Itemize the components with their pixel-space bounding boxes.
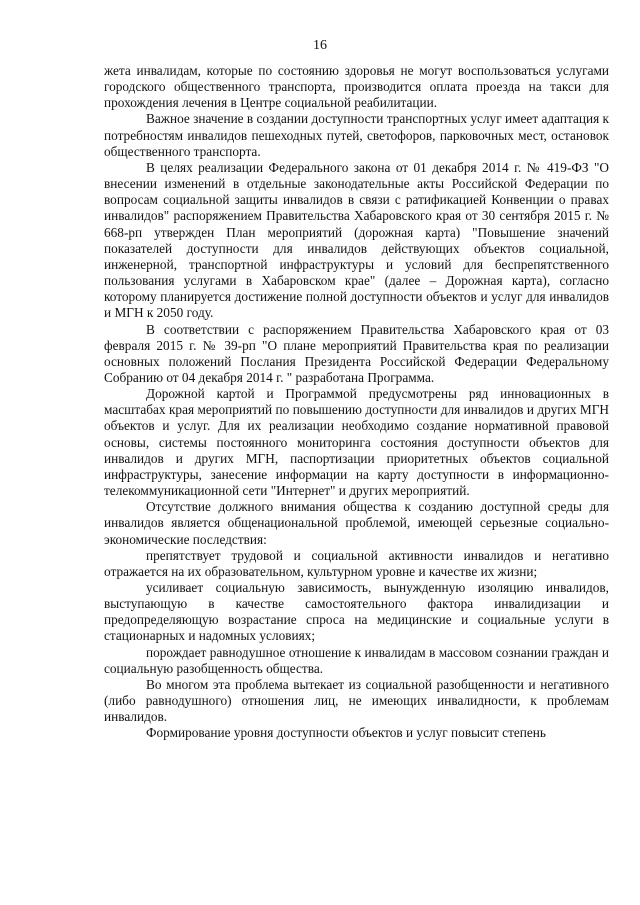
- page-number: 16: [313, 38, 327, 53]
- list-item-dependency: усиливает социальную зависимость, вынужденную изоляцию инвалидов, выступающую в качестве самостоятельного фактора инвалидизации и предопределяющую возрастание спроса на медицинские и социальные услуги в стационарных и надомных условиях;: [104, 580, 609, 644]
- paragraph-government-order: В соответствии с распоряжением Правительства Хабаровского края от 03 февраля 2015 г. № 39-рп "О плане мероприятий Правительства края по реализации основных положений Послания Президента Российской Федерации Федеральному Собранию от 04 декабря 2014 г. " разработана Программа.: [104, 321, 609, 385]
- paragraph-roadmap-measures: Дорожной картой и Программой предусмотрены ряд инновационных в масштабах края мероприятий по повышению доступности для инвалидов и других МГН объектов и услуг. Для их реализации необходимо создание нормативной правовой основы, системы постоянного мониторинга состояния доступности объектов для инвалидов и других МГН, паспортизации приоритетных объектов социальной инфраструктуры, занесение информации на карту доступности в информационно-телекоммуникационной сети "Интернет" и других мероприятий.: [104, 386, 609, 499]
- paragraph-consequences-intro: Отсутствие должного внимания общества к созданию доступной среды для инвалидов является общенациональной проблемой, имеющей серьезные социально-экономические последствия:: [104, 499, 609, 547]
- list-item-indifference: порождает равнодушное отношение к инвалидам в массовом сознании граждан и социальную разобщенность общества.: [104, 644, 609, 676]
- paragraph-disunity: Во многом эта проблема вытекает из социальной разобщенности и негативного (либо равнодушного) отношения лиц, не имеющих инвалидности, к проблемам инвалидов.: [104, 676, 609, 725]
- paragraph-continuation: жета инвалидам, которые по состоянию здоровья не могут воспользоваться услугами городского общественного транспорта, производится оплата проезда на такси для прохождения лечения в Центре социальной реабилитации.: [104, 63, 609, 111]
- paragraph-federal-law: В целях реализации Федерального закона от 01 декабря 2014 г. № 419-ФЗ "О внесении изменений в отдельные законодательные акты Российской Федерации по вопросам социальной защиты инвалидов в связи с ратификацией Конвенции о правах инвалидов" распоряжением Правительства Хабаровского края от 30 сентября 2015 г. № 668-рп утвержден План мероприятий (дорожная карта) "Повышение значений показателей доступности для инвалидов действующих объектов социальной, инженерной, транспортной инфраструктуры и условий для беспрепятственного пользования услугами в Хабаровском крае" (далее – Дорожная карта), согласно которому планируется достижение полной доступности объектов и услуг для инвалидов и МГН к 2050 году.: [104, 159, 609, 321]
- list-item-activity: препятствует трудовой и социальной активности инвалидов и негативно отражается на их образовательном, культурном уровне и качестве их жизни;: [104, 547, 609, 579]
- paragraph-transport-adaptation: Важное значение в создании доступности транспортных услуг имеет адаптация к потребностям инвалидов пешеходных путей, светофоров, парковочных мест, остановок общественного транспорта.: [104, 111, 609, 159]
- paragraph-accessibility-level: Формирование уровня доступности объектов и услуг повысит степень: [146, 725, 546, 741]
- document-body: [104, 63, 609, 742]
